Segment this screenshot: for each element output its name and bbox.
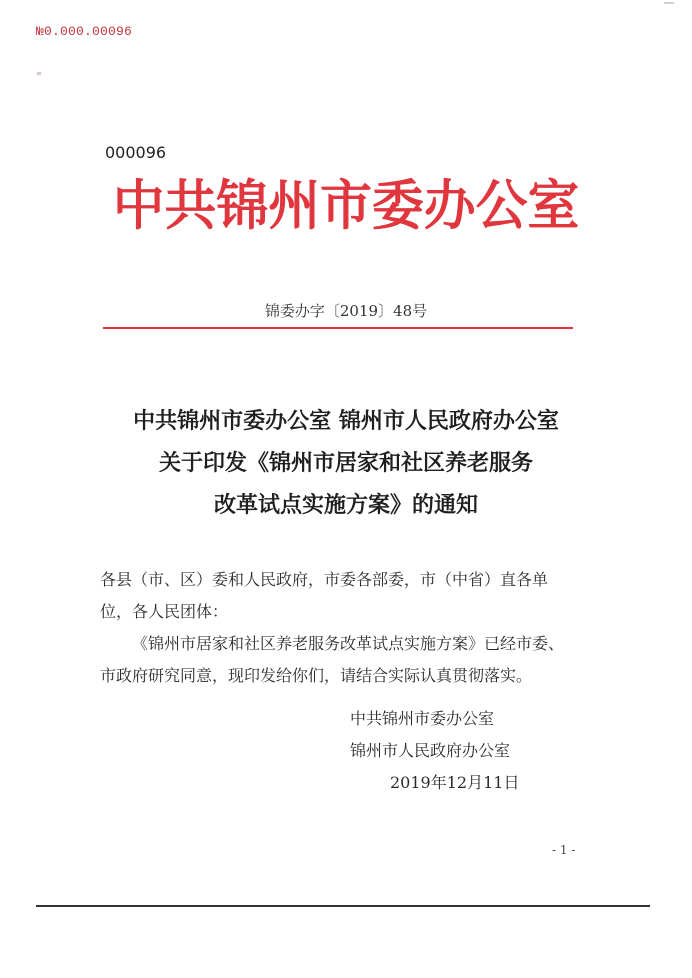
notice-title-line-2: 关于印发《锦州市居家和社区养老服务 <box>158 450 533 476</box>
scan-artifact-mark <box>37 72 41 75</box>
notice-body <box>100 564 590 692</box>
body-paragraph-line-2: 市政府研究同意，现印发给你们，请结合实际认真贯彻落实。 <box>100 666 533 685</box>
scan-corner-mark <box>664 2 674 4</box>
signature-date: 2019年12月11日 <box>390 773 520 792</box>
signature-org-2: 锦州市人民政府办公室 <box>350 741 511 760</box>
header-red-divider <box>103 327 573 329</box>
notice-title-line-3: 改革试点实施方案》的通知 <box>213 492 478 518</box>
body-paragraph-line-1: 《锦州市居家和社区养老服务改革试点实施方案》已经市委、 <box>132 634 565 653</box>
document-serial: 000096 <box>105 143 167 162</box>
document-number: 锦委办字〔2019〕48号 <box>264 302 428 320</box>
issuing-organization-title: 中共锦州市委办公室 <box>112 173 580 237</box>
signature-block <box>350 703 600 799</box>
notice-title <box>0 400 692 526</box>
recipients-line-1: 各县（市、区）委和人民政府，市委各部委，市（中省）直各单 <box>100 570 549 589</box>
stamp-number: №0.000.00096 <box>36 24 133 39</box>
recipients-line-2: 位，各人民团体： <box>100 602 229 621</box>
signature-org-1: 中共锦州市委办公室 <box>350 709 495 728</box>
footer-divider <box>36 905 650 907</box>
notice-title-line-1: 中共锦州市委办公室 锦州市人民政府办公室 <box>133 408 559 434</box>
page-number: - 1 - <box>552 843 576 857</box>
